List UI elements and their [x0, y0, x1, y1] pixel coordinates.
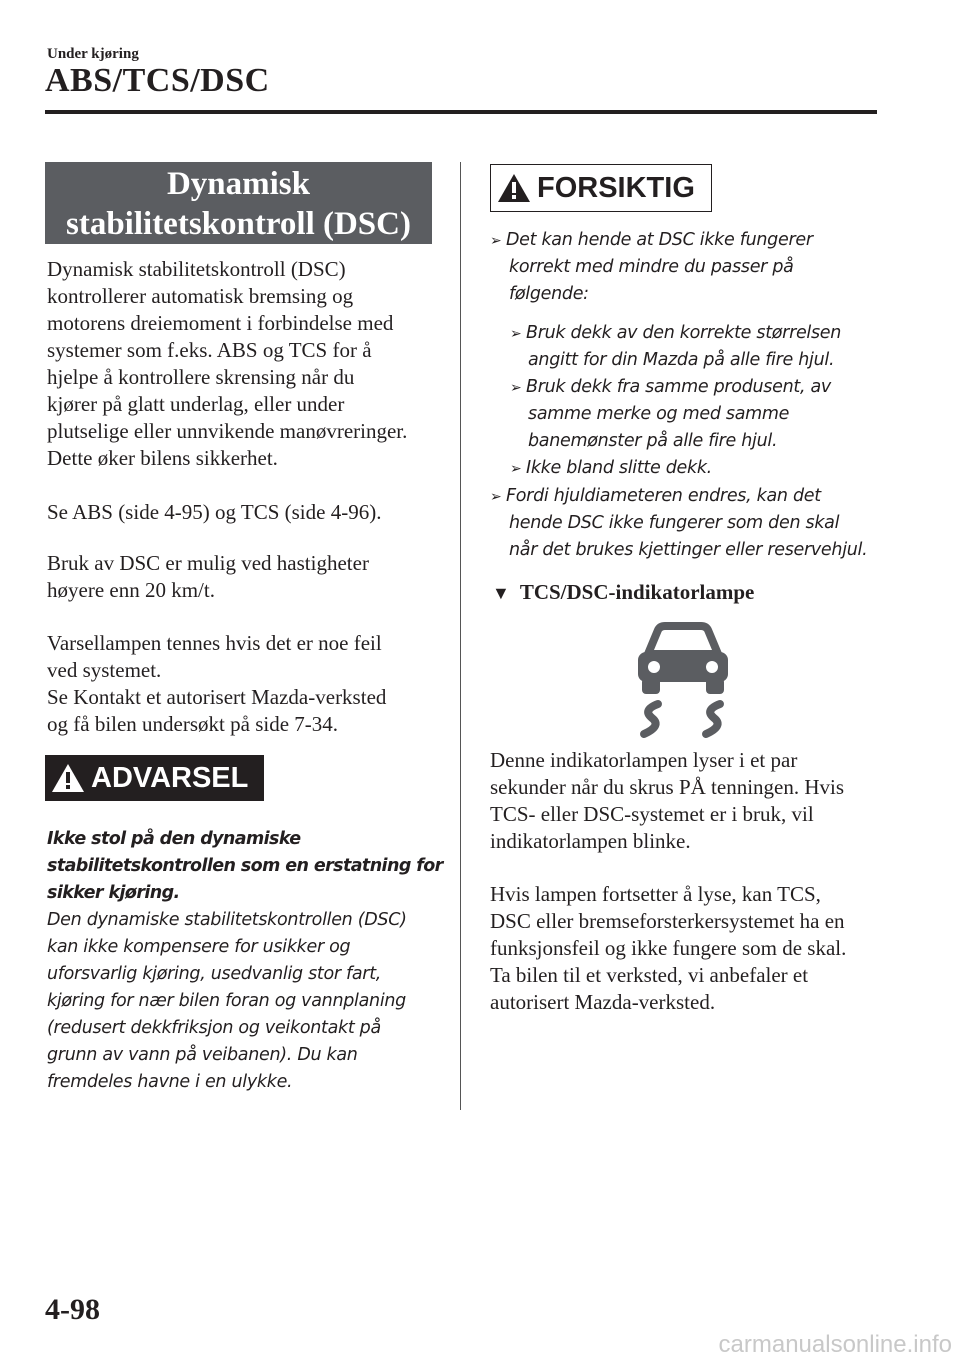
arrow-bullet-icon: ➢ — [490, 489, 502, 505]
arrow-bullet-icon: ➢ — [490, 233, 502, 249]
caution-item: ➢ Det kan hende at DSC ikke fungerer — [490, 227, 813, 255]
caution-item-cont: hende DSC ikke fungerer som den skal — [509, 513, 840, 533]
text-line: plutselige eller unnvikende manøvreringer. — [47, 419, 408, 443]
caution-subitem: ➢ Ikke bland slitte dekk. — [510, 455, 712, 483]
reference-paragraph — [47, 499, 381, 526]
section-title-line1: Dynamisk — [166, 166, 311, 202]
column-divider — [460, 162, 461, 1110]
text-line: Denne indikatorlampen lyser i et par — [490, 748, 798, 772]
warning-text — [47, 826, 443, 1096]
warning-line: grunn av vann på veibanen). Du kan — [47, 1045, 358, 1065]
arrow-bullet-icon: ➢ — [510, 326, 522, 342]
text-line: Ta bilen til et verksted, vi anbefaler et — [490, 963, 809, 987]
warning-triangle-icon — [51, 762, 85, 794]
text-line: hjelpe å kontrollere skrensing når du — [47, 365, 355, 389]
warning-line: (redusert dekkfriksjon og veikontakt på — [47, 1018, 381, 1038]
caution-subitem-cont: angitt for din Mazda på alle fire hjul. — [528, 350, 835, 370]
header-divider — [45, 110, 877, 114]
warning-line: uforsvarlig kjøring, usedvanlig stor fart, — [47, 964, 382, 984]
caution-subitem: ➢ Bruk dekk fra samme produsent, av — [510, 374, 831, 402]
intro-paragraph — [47, 256, 407, 472]
text-line: Se Kontakt et autorisert Mazda-verksted — [47, 685, 387, 709]
section-title-line2: stabilitetskontroll (DSC) — [66, 206, 411, 242]
caution-item-cont: når det brukes kjettinger eller reservehjul. — [509, 540, 868, 560]
text-line: systemer som f.eks. ABS og TCS for å — [47, 338, 372, 362]
section-title-box — [45, 162, 432, 244]
caution-subitem-cont: samme merke og med samme — [528, 404, 790, 424]
triangle-down-icon: ▼ — [492, 583, 510, 603]
text-line: TCS- eller DSC-systemet er i bruk, vil — [490, 802, 814, 826]
caution-item-cont: følgende: — [509, 284, 589, 304]
text-line: og få bilen undersøkt på side 7-34. — [47, 712, 339, 736]
malfunction-paragraph — [490, 881, 846, 1016]
indicator-paragraph — [490, 747, 844, 855]
text-line: motorens dreiemoment i forbindelse med — [47, 311, 394, 335]
text-line: Bruk av DSC er mulig ved hastigheter — [47, 551, 369, 575]
text-line: ved systemet. — [47, 658, 162, 682]
text-line: kjører på glatt underlag, eller under — [47, 392, 345, 416]
indicator-subheading — [492, 580, 754, 605]
caution-subitem-cont: banemønster på alle fire hjul. — [528, 431, 778, 451]
warning-lamp-paragraph — [47, 630, 386, 738]
text-line: indikatorlampen blinke. — [490, 829, 691, 853]
text-line: funksjonsfeil og ikke fungere som de skal. — [490, 936, 847, 960]
text-line: Dynamisk stabilitetskontroll (DSC) — [47, 257, 346, 281]
warning-line: kjøring for nær bilen foran og vannplaning — [47, 991, 406, 1011]
arrow-bullet-icon: ➢ — [510, 380, 522, 396]
warning-triangle-icon — [497, 172, 531, 204]
caution-item-cont: korrekt med mindre du passer på — [509, 257, 794, 277]
text-line: Varsellampen tennes hvis det er noe feil — [47, 631, 382, 655]
warning-bold-line: stabilitetskontrollen som en erstatning for — [47, 856, 443, 876]
text-line: Hvis lampen fortsetter å lyse, kan TCS, — [490, 882, 821, 906]
watermark: carmanualsonline.info — [718, 1331, 952, 1358]
warning-line: kan ikke kompensere for usikker og — [47, 937, 351, 957]
text-line: Dette øker bilens sikkerhet. — [47, 446, 278, 470]
warning-line: fremdeles havne i en ulykke. — [47, 1072, 293, 1092]
warning-label: ADVARSEL — [91, 761, 249, 794]
text-line: høyere enn 20 km/t. — [47, 578, 215, 602]
page-number: 4-98 — [45, 1293, 100, 1326]
text-line: kontrollerer automatisk bremsing og — [47, 284, 354, 308]
warning-bold-line: sikker kjøring. — [47, 883, 180, 903]
subheading-text: TCS/DSC-indikatorlampe — [519, 580, 755, 604]
text-line: sekunder når du skrus PÅ tenningen. Hvis — [490, 775, 845, 799]
text-line: Se ABS (side 4-95) og TCS (side 4-96). — [47, 500, 382, 524]
warning-bold-line: Ikke stol på den dynamiske — [47, 829, 301, 849]
warning-line: Den dynamiske stabilitetskontrollen (DSC) — [47, 910, 407, 930]
skidding-car-icon — [628, 622, 738, 740]
arrow-bullet-icon: ➢ — [510, 461, 522, 477]
text-line: autorisert Mazda-verksted. — [490, 990, 716, 1014]
caution-badge — [490, 164, 712, 212]
warning-badge — [45, 755, 264, 801]
page-title: ABS/TCS/DSC — [45, 62, 270, 99]
caution-item: ➢ Fordi hjuldiameteren endres, kan det — [490, 483, 821, 511]
caution-subitem: ➢ Bruk dekk av den korrekte størrelsen — [510, 320, 841, 348]
caution-label: FORSIKTIG — [537, 171, 695, 204]
text-line: DSC eller bremseforsterkersystemet ha en — [490, 909, 845, 933]
section-label: Under kjøring — [47, 46, 139, 62]
speed-paragraph — [47, 550, 369, 604]
